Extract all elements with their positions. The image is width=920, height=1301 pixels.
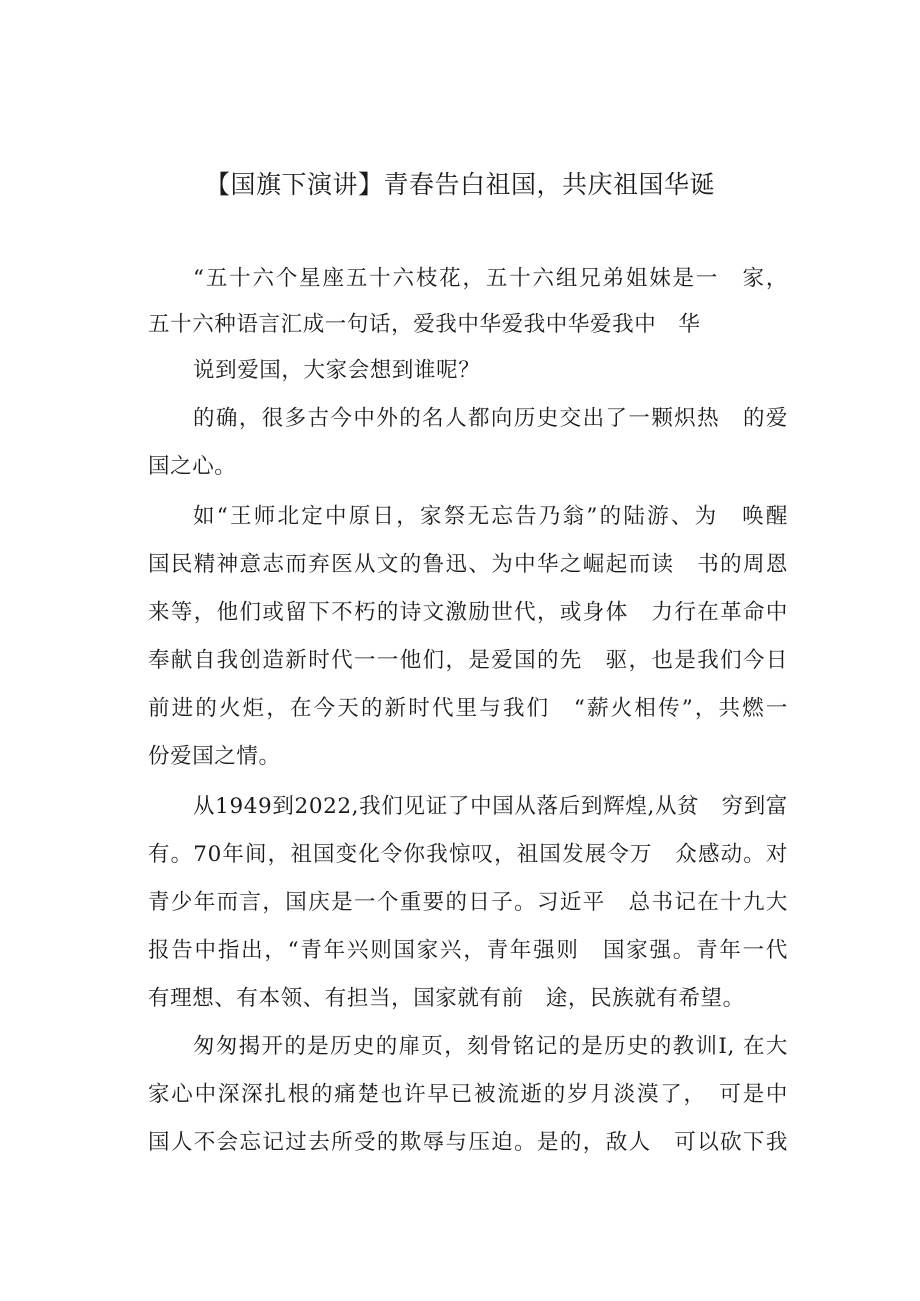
body-line: 说到爱国，大家会想到谁呢？ — [193, 358, 481, 383]
body-line: 报告中指出，“青年兴则国家兴，青年强则 国家强。青年一代 — [148, 938, 788, 963]
body-line: 有。70年间，祖国变化令你我惊叹，祖国发展令万 众感动。对 — [148, 842, 788, 867]
body-line: 家心中深深扎根的痛楚也许早已被流逝的岁月淡漠了， 可是中 — [148, 1082, 788, 1107]
body-line: 前进的火炬，在今天的新时代里与我们 “薪火相传”，共燃一 — [148, 696, 788, 721]
body-line: 五十六种语言汇成一句话，爱我中华爱我中华爱我中 华 — [148, 312, 701, 337]
body-line: 来等，他们或留下不朽的诗文激励世代，或身体 力行在革命中 — [148, 600, 788, 625]
document-title: 【国旗下演讲】青春告白祖国，共庆祖国华诞 — [204, 170, 715, 199]
body-line: 份爱国之情。 — [148, 744, 281, 769]
body-line: 国人不会忘记过去所受的欺辱与压迫。是的，敌人 可以砍下我 — [148, 1130, 788, 1155]
body-line: 青少年而言，国庆是一个重要的日子。习近平 总书记在十九大 — [148, 890, 788, 915]
body-line: 国民精神意志而弃医从文的鲁迅、为中华之崛起而读 书的周恩 — [148, 552, 788, 577]
body-line: 奉献自我创造新时代一一他们，是爱国的先 驱，也是我们今日 — [148, 648, 788, 673]
body-line: “五十六个星座五十六枝花，五十六组兄弟姐妹是一 家， — [193, 266, 788, 291]
body-line: 匆匆揭开的是历史的扉页，刻骨铭记的是历史的教训I, 在大 — [193, 1034, 788, 1059]
body-line: 的确，很多古今中外的名人都向历史交出了一颗炽热 的爱 — [193, 406, 788, 431]
body-line: 如“王师北定中原日，家祭无忘告乃翁”的陆游、为 唤醒 — [193, 504, 788, 529]
body-line: 从1949到2022,我们见证了中国从落后到辉煌,从贫 穷到富 — [193, 794, 788, 819]
body-line: 国之心。 — [148, 454, 237, 479]
body-line: 有理想、有本领、有担当，国家就有前 途，民族就有希望。 — [148, 986, 745, 1011]
